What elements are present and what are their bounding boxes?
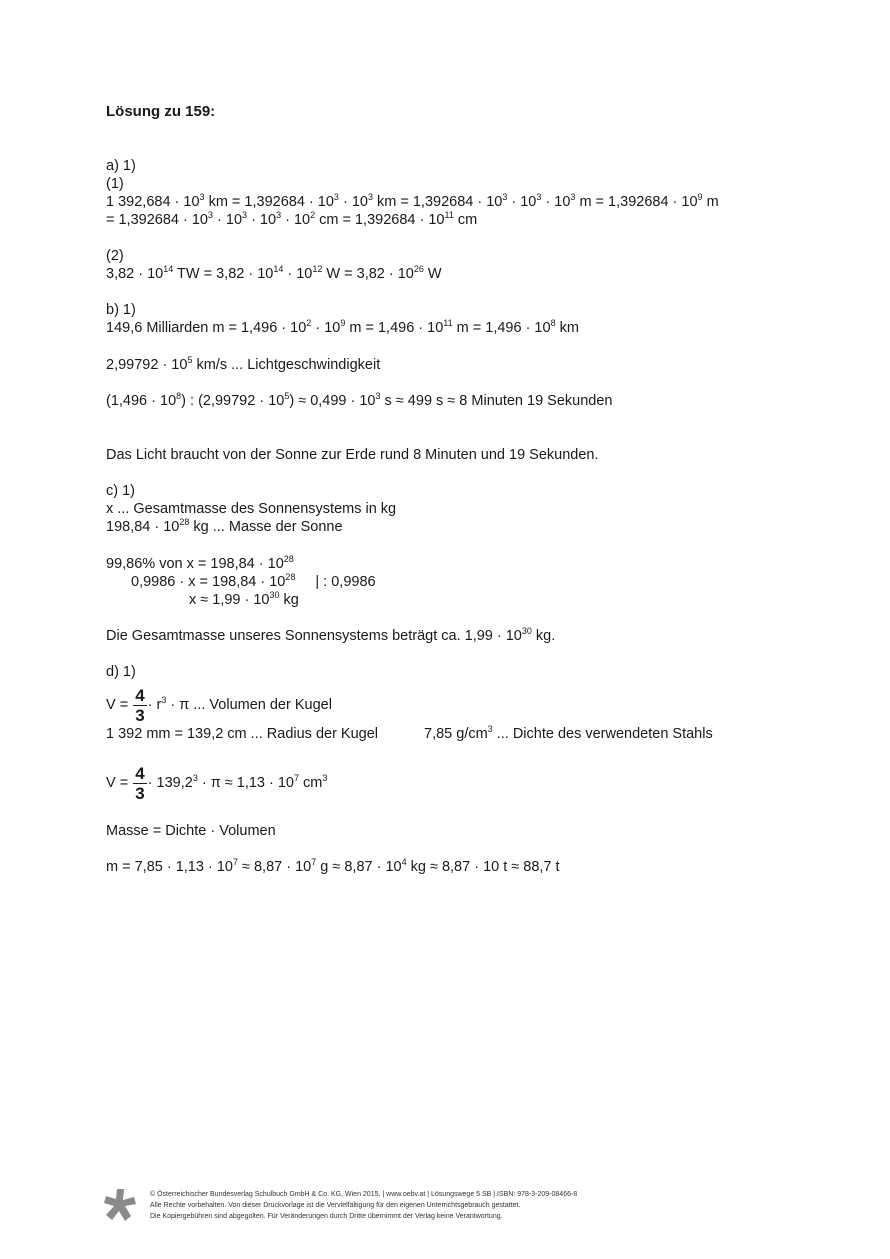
- part-b-line1: 149,6 Milliarden $m = 1,496 \cdot 10^2 \cdot 10^9$ $m = 1,496 \cdot 10^{11}$ $m = 1,496 \cdot 10^8$ km: [106, 318, 579, 336]
- part-c-label: c) 1): [106, 483, 135, 499]
- part-c-line1: x ... Gesamtmasse des Sonnensystems in kg: [106, 501, 397, 517]
- part-c-line4: $0,9986 \cdot x = 198,84 \cdot 10^{28}$ | : 0,9986: [131, 572, 376, 590]
- part-d-line4: $m = 7,85 \cdot 1,13 \cdot 10^7 \approx 8,87 \cdot 10^7$ $g \approx 8,87 \cdot 10^4$ kg ≈ 8,87 · 10 t ≈ 88,7 t: [106, 857, 560, 875]
- part-a-label: a) 1): [106, 158, 136, 174]
- fraction-four-thirds: $\frac{4}{3}$: [135, 685, 145, 725]
- page-title: Lösung zu 159:: [106, 103, 216, 120]
- part-c-answer: Die Gesamtmasse unseres Sonnensystems beträgt ca. $1,99 \cdot 10^{30}$ kg.: [106, 626, 556, 644]
- fraction-four-thirds-2: $\frac{4}{3}$: [135, 763, 145, 803]
- part-a-line2: = $1,392684 \cdot 10^3 \cdot 10^3 \cdot 10^3 \cdot 10^2$ cm = $1,392684 \cdot 10^{11}$ cm: [106, 210, 478, 228]
- part-c-line3: 99,86% von $x = 198,84 \cdot 10^{28}$: [106, 554, 294, 572]
- part-b-line3: $(1,496 \cdot 10^8)$ : $(2,99792 \cdot 10^5) \approx 0,499 \cdot 10^3$ s ≈ 499 s ≈ 8 Minuten 19 Sekunden: [106, 391, 613, 409]
- part-b-line2: $2,99792 \cdot 10^5$ km/s ... Lichtgeschwindigkeit: [106, 355, 381, 373]
- part-c-line2: $198,84 \cdot 10^{28}$ kg ... Masse der Sonne: [106, 517, 343, 535]
- part-a2-label: (2): [106, 248, 124, 264]
- part-d-line2: 1 392 mm = 139,2 cm ... Radius der Kugel: [106, 726, 379, 742]
- part-d-volume-calc: V = $\frac{4}{3}$ · $139,2^3 \cdot \pi \approx 1,13 \cdot 10^7$ $cm^3$: [106, 763, 328, 803]
- part-a-line1: 1 $392,684 \cdot 10^3$ km = $1,392684 \cdot 10^3 \cdot 10^3$ km = $1,392684 \cdot 10^3 \cdot 10^3 \cdot 10^3$ $m = 1,392684 \cdot 10^9$ m: [106, 192, 719, 210]
- part-a-line3: $3,82 \cdot 10^{14}$ TW = $3,82 \cdot 10^{14} \cdot 10^{12}$ $W = 3,82 \cdot 10^{26}$ W: [106, 264, 442, 282]
- part-d-line3: Masse = Dichte · Volumen: [106, 823, 276, 839]
- part-d-label: d) 1): [106, 664, 136, 680]
- footer-copyright: © Österreichischer Bundesverlag Schulbuch GmbH & Co. KG, Wien 2015. | www.oebv.at | Lösungswege 5 SB | ISBN: 978-3-209-08466-8: [150, 1191, 578, 1198]
- part-a1-label: (1): [106, 176, 124, 192]
- part-d-density: 7,85 $g/cm^3$ ... Dichte des verwendeten Stahls: [424, 724, 713, 742]
- part-c-line5: $x \approx 1,99 \cdot 10^{30}$ kg: [189, 590, 299, 608]
- footer-rights: Alle Rechte vorbehalten. Von dieser Druckvorlage ist die Vervielfältigung für den eigenen Unterrichtsgebrauch gestattet.: [150, 1202, 521, 1209]
- part-b-label: b) 1): [106, 302, 136, 318]
- part-d-volume-formula: V = $\frac{4}{3}$ · $r^3 \cdot \pi$ ... Volumen der Kugel: [106, 685, 332, 725]
- footer-disclaimer: Die Kopiergebühren sind abgegolten. Für Veränderungen durch Dritte übernimmt der Verlag keine Verantwortung.: [150, 1213, 503, 1220]
- publisher-logo-icon: [103, 1188, 137, 1222]
- part-b-answer: Das Licht braucht von der Sonne zur Erde rund 8 Minuten und 19 Sekunden.: [106, 447, 599, 463]
